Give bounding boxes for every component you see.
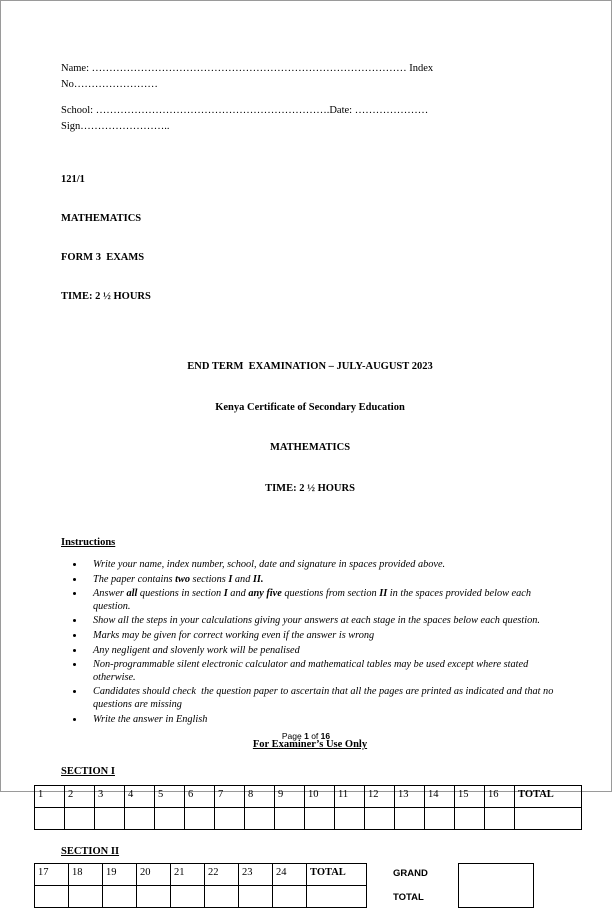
instruction-item: • Any negligent and slovenly work will be penalised: [85, 645, 559, 658]
question-number-cell: 1: [35, 786, 65, 808]
exam-title-block: [61, 333, 559, 522]
total-score-cell: [307, 886, 367, 908]
question-number-cell: 7: [215, 786, 245, 808]
question-number-cell: 9: [275, 786, 305, 808]
section2-header-row: [35, 864, 367, 886]
paper-code: 121/1: [61, 174, 85, 185]
section2-heading: SECTION II: [61, 846, 120, 858]
section2-marks-table: [34, 863, 367, 908]
question-number-cell: 8: [245, 786, 275, 808]
score-cell: [103, 886, 137, 908]
score-cell: [215, 808, 245, 830]
question-number-cell: 23: [239, 864, 273, 886]
question-number-cell: 4: [125, 786, 155, 808]
page-footer: Page 1 of 16: [281, 731, 331, 741]
score-cell: [365, 808, 395, 830]
question-number-cell: 18: [69, 864, 103, 886]
total-score-cell: [515, 808, 582, 830]
instructions-list: [85, 559, 559, 726]
score-cell: [171, 886, 205, 908]
instruction-item: • Write your name, index number, school, date and signature in spaces provided above.: [85, 559, 559, 572]
question-number-cell: 16: [485, 786, 515, 808]
examiner-use-heading: For Examiner’s Use Only: [252, 739, 368, 751]
question-number-cell: 3: [95, 786, 125, 808]
section1-header-row: [35, 786, 582, 808]
score-cell: [455, 808, 485, 830]
score-cell: [65, 808, 95, 830]
question-number-cell: 15: [455, 786, 485, 808]
score-cell: [395, 808, 425, 830]
grand-total-label-line2: TOTAL: [393, 892, 424, 904]
score-cell: [95, 808, 125, 830]
instruction-item: • Show all the steps in your calculations giving your answers at each stage in the spaces below each question.: [85, 615, 559, 628]
instruction-item: • The paper contains two sections I and II.: [85, 574, 559, 587]
question-number-cell: 13: [395, 786, 425, 808]
paper-info-block: [61, 147, 559, 329]
score-cell: [239, 886, 273, 908]
total-header-cell: TOTAL: [515, 786, 582, 808]
score-cell: [273, 886, 307, 908]
sign-line: Sign……………………..: [61, 121, 170, 132]
question-number-cell: 24: [273, 864, 307, 886]
question-number-cell: 11: [335, 786, 365, 808]
score-cell: [205, 886, 239, 908]
score-cell: [185, 808, 215, 830]
paper-form: FORM 3 EXAMS: [61, 252, 145, 263]
question-number-cell: 20: [137, 864, 171, 886]
instructions-heading: Instructions: [61, 537, 116, 548]
score-cell: [35, 886, 69, 908]
question-number-cell: 22: [205, 864, 239, 886]
school-date-line: School: ………………………………………………………….Date: …………………: [61, 105, 429, 116]
question-number-cell: 14: [425, 786, 455, 808]
section1-heading: SECTION I: [61, 766, 115, 778]
score-cell: [245, 808, 275, 830]
question-number-cell: 12: [365, 786, 395, 808]
exam-subject-line: MATHEMATICS: [269, 442, 351, 453]
candidate-fields: [61, 61, 559, 135]
instruction-item: • Non-programmable silent electronic calculator and mathematical tables may be used except where stated otherwise.: [85, 659, 559, 684]
paper-time: TIME: 2 ½ HOURS: [61, 291, 151, 302]
score-cell: [335, 808, 365, 830]
paper-subject: MATHEMATICS: [61, 213, 142, 224]
section2-row: [38, 863, 559, 908]
question-number-cell: 2: [65, 786, 95, 808]
question-number-cell: 5: [155, 786, 185, 808]
grand-total-label-line1: GRAND: [393, 868, 428, 880]
grand-total-box: [458, 863, 534, 908]
name-index-line: Name: ……………………………………………………………………………… Index: [61, 63, 434, 74]
score-cell: [35, 808, 65, 830]
score-cell: [137, 886, 171, 908]
score-cell: [155, 808, 185, 830]
question-number-cell: 6: [185, 786, 215, 808]
question-number-cell: 17: [35, 864, 69, 886]
score-cell: [485, 808, 515, 830]
score-cell: [275, 808, 305, 830]
score-cell: [305, 808, 335, 830]
instruction-item: • Candidates should check the question paper to ascertain that all the pages are printed as indicated and that no questions are missing: [85, 686, 559, 711]
question-number-cell: 19: [103, 864, 137, 886]
score-cell: [125, 808, 155, 830]
exam-board-line: Kenya Certificate of Secondary Education: [215, 401, 405, 413]
instruction-item: • Marks may be given for correct working even if the answer is wrong: [85, 630, 559, 643]
section1-score-row: [35, 808, 582, 830]
exam-title-line: END TERM EXAMINATION – JULY-AUGUST 2023: [187, 361, 433, 372]
score-cell: [425, 808, 455, 830]
instruction-item: • Answer all questions in section I and any five questions from section II in the spaces provided below each question.: [85, 588, 559, 613]
section2-score-row: [35, 886, 367, 908]
instruction-item: • Write the answer in English: [85, 714, 559, 727]
total-header-cell: TOTAL: [307, 864, 367, 886]
question-number-cell: 21: [171, 864, 205, 886]
exam-time-line: TIME: 2 ½ HOURS: [265, 482, 355, 494]
score-cell: [69, 886, 103, 908]
grand-total-label: [393, 863, 428, 908]
exam-cover-page: [1, 1, 611, 908]
question-number-cell: 10: [305, 786, 335, 808]
index-no-line: No……………………: [61, 79, 158, 90]
